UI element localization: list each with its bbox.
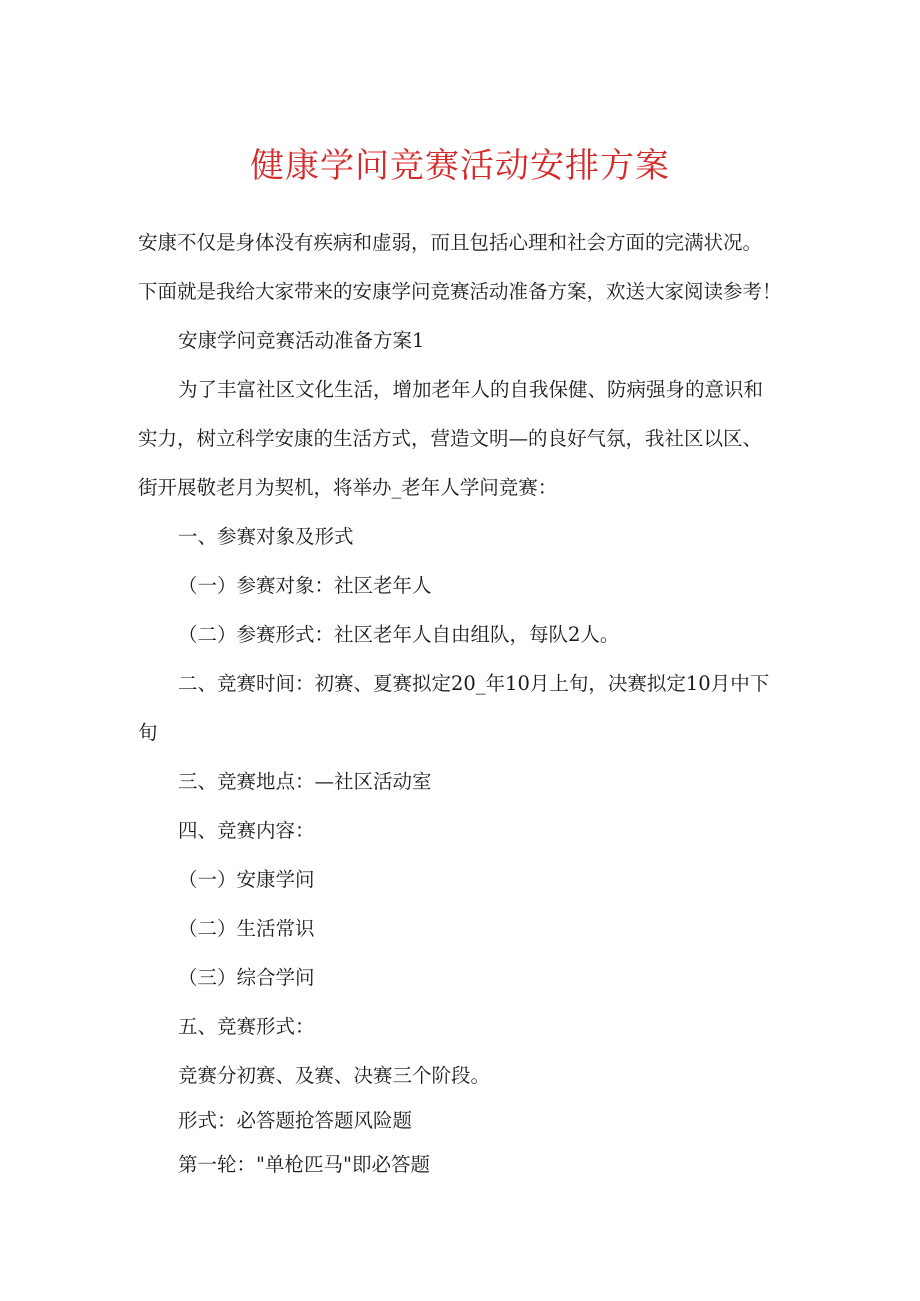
list-item: （二）生活常识: [178, 917, 315, 940]
section-heading: 安康学问竞赛活动准备方案1: [178, 329, 425, 352]
list-item: （三）综合学问: [178, 966, 315, 989]
list-item: （一）安康学问: [178, 868, 315, 891]
paragraph-line: 形式：必答题抢答题风险题: [178, 1109, 413, 1132]
paragraph-line: 旬: [138, 721, 158, 744]
list-item: （二）参赛形式：社区老年人自由组队，每队2人。: [178, 623, 620, 646]
list-item: （一）参赛对象：社区老年人: [178, 574, 432, 597]
list-heading: 四、竞赛内容：: [178, 819, 315, 842]
paragraph-line: 第一轮："单枪匹马"即必答题: [178, 1153, 430, 1176]
list-heading: 一、参赛对象及形式: [178, 525, 354, 548]
list-heading: 二、竞赛时间：初赛、夏赛拟定20_年10月上旬，决赛拟定10月中下: [178, 672, 770, 695]
paragraph-line: 实力，树立科学安康的生活方式，营造文明—的良好气氛，我社区以区、: [138, 427, 763, 450]
intro-line-1: 安康不仅是身体没有疾病和虚弱，而且包括心理和社会方面的完满状况。: [138, 231, 763, 254]
intro-line-2: 下面就是我给大家带来的安康学问竞赛活动准备方案，欢送大家阅读参考！: [138, 280, 782, 303]
document-title: 健康学问竞赛活动安排方案: [250, 146, 670, 186]
list-heading: 五、竞赛形式：: [178, 1015, 315, 1038]
list-heading: 三、竞赛地点：—社区活动室: [178, 770, 432, 793]
paragraph-line: 街开展敬老月为契机，将举办_老年人学问竞赛：: [138, 476, 558, 499]
paragraph-line: 竞赛分初赛、及赛、决赛三个阶段。: [178, 1064, 491, 1087]
paragraph-line: 为了丰富社区文化生活，增加老年人的自我保健、防病强身的意识和: [178, 378, 764, 401]
